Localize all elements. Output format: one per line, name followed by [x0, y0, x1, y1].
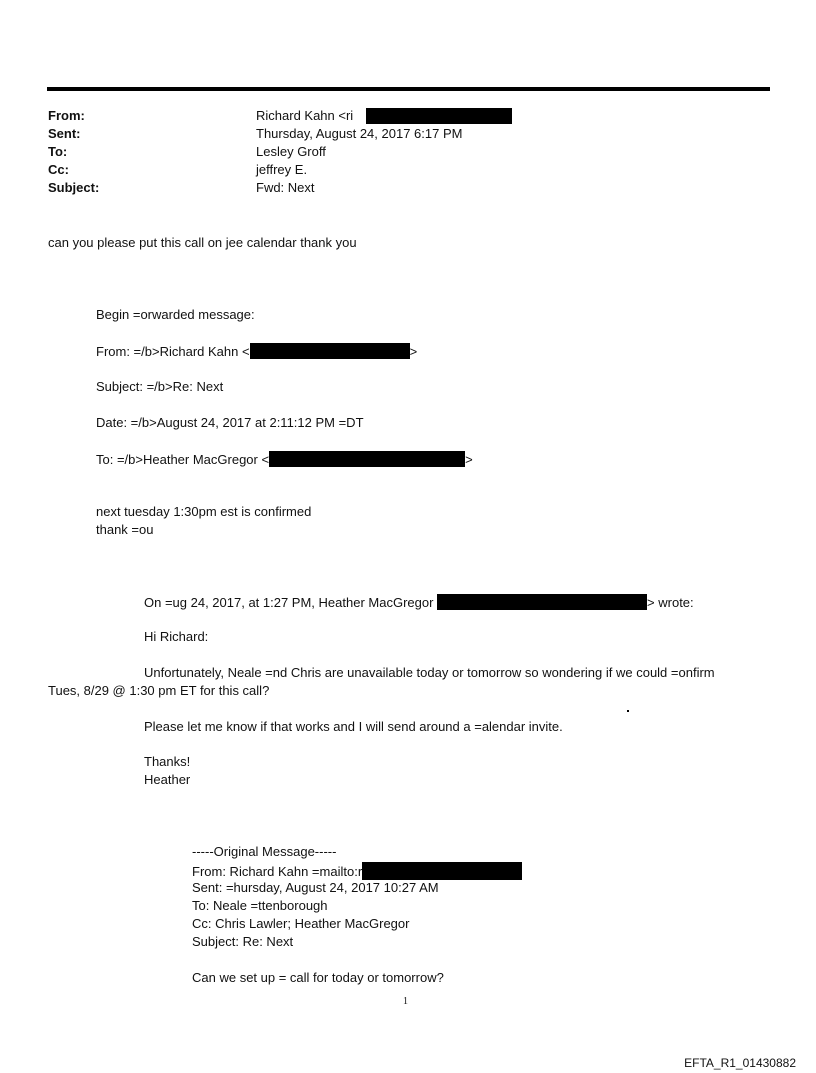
- original-from-text: From: Richard Kahn =mailto:r: [192, 864, 363, 879]
- forward-from-suffix: >: [409, 344, 418, 359]
- forward-to: [96, 451, 473, 467]
- redaction-block: [437, 594, 647, 610]
- stray-mark: [627, 710, 629, 712]
- original-subject: Subject: Re: Next: [192, 934, 294, 949]
- forward-begin: Begin =orwarded message:: [96, 307, 255, 322]
- subject-value: Fwd: Next: [256, 180, 315, 195]
- reply-line-1: next tuesday 1:30pm est is confirmed: [96, 504, 312, 519]
- original-from: [192, 862, 522, 880]
- forward-date: Date: =/b>August 24, 2017 at 2:11:12 PM =DT: [96, 415, 364, 430]
- sent-label: Sent:: [48, 126, 81, 141]
- redaction-block: [269, 451, 465, 467]
- header-rule: [47, 87, 770, 91]
- quoted-paragraph-2: Please let me know if that works and I will send around a =alendar invite.: [144, 719, 563, 734]
- quoted-header: [144, 594, 694, 610]
- cc-label: Cc:: [48, 162, 69, 177]
- to-value: Lesley Groff: [256, 144, 326, 159]
- quoted-paragraph-1-line-2: Tues, 8/29 @ 1:30 pm ET for this call?: [48, 683, 270, 698]
- sent-value: Thursday, August 24, 2017 6:17 PM: [256, 126, 463, 141]
- quoted-paragraph-1-line-1: Unfortunately, Neale =nd Chris are unavailable today or tomorrow so wondering if we could =onfirm: [144, 665, 715, 680]
- body-message: can you please put this call on jee calendar thank you: [48, 235, 357, 250]
- from-value: Richard Kahn <ri: [256, 108, 354, 123]
- page-number: 1: [403, 996, 408, 1007]
- original-cc: Cc: Chris Lawler; Heather MacGregor: [192, 916, 410, 931]
- forward-to-suffix: >: [465, 452, 473, 467]
- redaction-block: [250, 343, 410, 359]
- document-id: EFTA_R1_01430882: [684, 1056, 796, 1070]
- forward-from: [96, 343, 417, 359]
- redaction-block: [362, 862, 522, 880]
- original-to: To: Neale =ttenborough: [192, 898, 328, 913]
- forward-subject: Subject: =/b>Re: Next: [96, 379, 224, 394]
- quoted-header-text: On =ug 24, 2017, at 1:27 PM, Heather MacGregor: [144, 595, 434, 610]
- quoted-greeting: Hi Richard:: [144, 629, 209, 644]
- cc-value: jeffrey E.: [256, 162, 308, 177]
- original-title: -----Original Message-----: [192, 844, 337, 859]
- quoted-thanks: Thanks!: [144, 754, 191, 769]
- quoted-header-suffix: > wrote:: [647, 595, 694, 610]
- reply-line-2: thank =ou: [96, 522, 154, 537]
- to-label: To:: [48, 144, 68, 159]
- forward-from-text: From: =/b>Richard Kahn <: [96, 344, 250, 359]
- subject-label: Subject:: [48, 180, 100, 195]
- forward-to-text: To: =/b>Heather MacGregor <: [96, 452, 270, 467]
- redaction-block: [366, 108, 512, 124]
- from-label: From:: [48, 108, 85, 123]
- original-question: Can we set up = call for today or tomorrow?: [192, 970, 444, 985]
- quoted-signature: Heather: [144, 772, 191, 787]
- original-sent: Sent: =hursday, August 24, 2017 10:27 AM: [192, 880, 439, 895]
